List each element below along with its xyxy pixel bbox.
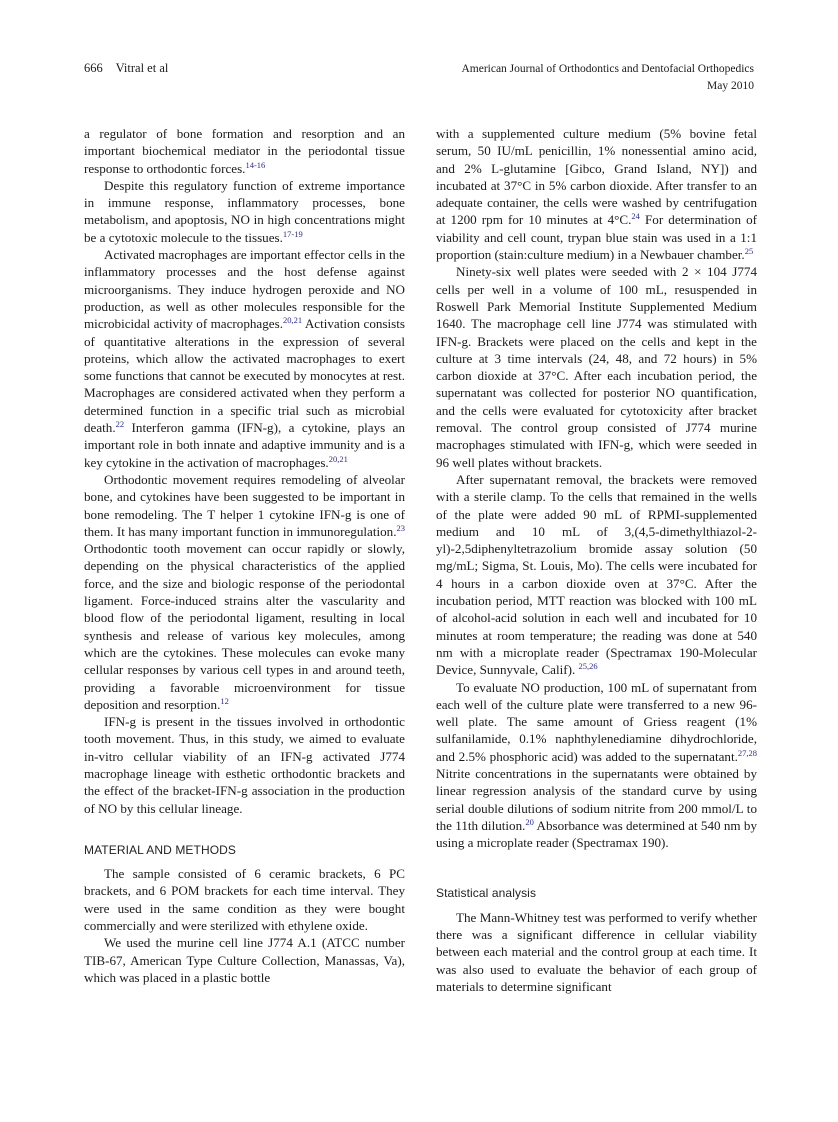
citation-link[interactable]: 20 <box>525 816 534 827</box>
section-heading-statistics: Statistical analysis <box>436 886 537 901</box>
paragraph <box>84 246 405 471</box>
citation-link[interactable]: 23 <box>396 522 405 533</box>
paragraph <box>84 177 405 246</box>
paragraph <box>436 909 757 995</box>
paragraph-text: Ninety-six well plates were seeded with 2 × 104 J774 cells per well in a volume of 100 mL, resuspended in Roswell Park Memorial Institute Supplemented Medium 1640. The macrophage cell line J774 was stimulated with IFN-g. Brackets were placed on the cells and kept in the culture at 3 time intervals (24, 48, and 72 hours) in 5% carbon dioxide at 37°C. After each incubation period, the supernatant was collected for posterior NO quantification, and the cells were evaluated for cytotoxicity after bracket removal. The control group consisted of J774 murine macrophages stimulated with IFN-g, which were seeded in 96 well plates without brackets. <box>436 264 757 470</box>
paragraph-text: Nitrite concentrations in the supernatants were obtained by linear regression analysis of the standard curve by using serial double dilutions of sodium nitrite from 200 mmol/L to the 11th dilution. <box>436 765 757 833</box>
paragraph <box>436 679 757 852</box>
paragraph <box>84 713 405 817</box>
running-authors: Vitral et al <box>115 61 169 75</box>
paragraph-text: Orthodontic tooth movement can occur rapidly or slowly, depending on the physical characteristics of the applied force, and the size and biologic response of the periodontal ligament. Force-induced strains alter the vascularity and blood flow of the periodontal ligament, resulting in local synthesis and release of various key molecules, among which are the cytokines. These molecules can evoke many cellular responses by various cell types in and around teeth, providing a favorable microenvironment for tissue deposition and resorption. <box>84 541 405 712</box>
paragraph-text: The Mann-Whitney test was performed to verify whether there was a significant difference in cellular viability between each material and the control group at each time. It was also used to evaluate the behavior of each group of materials to determine significant <box>436 909 757 994</box>
section-heading-methods: MATERIAL AND METHODS <box>84 842 237 857</box>
citation-link[interactable]: 22 <box>115 419 125 430</box>
paragraph-text: IFN-g is present in the tissues involved in orthodontic tooth movement. Thus, in this study, we aimed to evaluate in-vitro cellular viability of an IFN-g activated J774 macrophage lineage with esthetic orthodontic brackets and the effect of the bracket-IFN-g association in the production of NO by this cellular lineage. <box>84 714 405 816</box>
citation-link[interactable]: 27,28 <box>737 747 757 758</box>
running-header-right <box>461 61 754 95</box>
paragraph-text: After supernatant removal, the brackets were removed with a sterile clamp. To the cells that remained in the wells of the plate were added 90 mL of RPMI-supplemented medium and 10 mL of 3,(4,5-dimethylthiazol-2-yl)-2,5diphenyltetrazolium bromide assay solution (50 mg/mL; Sigma, St. Louis, Mo). The cells were incubated for 4 hours in a carbon dioxide oven at 37°C. After the incubation period, MTT reaction was blocked with 100 mL of alcohol-acid solution in each well and incubated for 10 minutes at room temperature; the reading was done at 540 nm with a microplate reader (Spectramax 190-Molecular Device, Sunnyvale, Calif). <box>436 471 757 678</box>
paragraph-text: a regulator of bone formation and resorption and an important biochemical mediator in the periodontal tissue response to orthodontic forces. <box>84 126 405 176</box>
paragraph <box>84 865 405 934</box>
paragraph <box>84 471 405 713</box>
paragraph <box>84 934 405 986</box>
paragraph-text: Orthodontic movement requires remodeling of alveolar bone, and cytokines have been suggested to be important in bone remodeling. The T helper 1 cytokine IFN-g is one of them. It has many important function in immunoregulation. <box>84 471 405 539</box>
issue-date: May 2010 <box>707 80 754 92</box>
paragraph <box>436 471 757 679</box>
paragraph <box>436 263 757 471</box>
paragraph-text: We used the murine cell line J774 A.1 (ATCC number TIB-67, American Type Culture Collection, Manassas, Va), which was placed in a plastic bottle <box>84 935 405 985</box>
left-column <box>84 125 405 986</box>
journal-title: American Journal of Orthodontics and Dentofacial Orthopedics <box>461 63 754 75</box>
paragraph-text: Activated macrophages are important effector cells in the inflammatory processes and the host defense against microorganisms. They induce hydrogen peroxide and NO production, as well as other molecules responsible for the microbicidal activity of macrophages. <box>84 247 405 332</box>
paragraph-text: For determination of viability and cell count, trypan blue stain was used in a 1:1 proportion (stain:culture medium) in a Newbauer chamber. <box>436 212 757 263</box>
paragraph <box>436 125 757 263</box>
paragraph-text: Activation consists of quantitative alterations in the expression of several proteins, which allow the activated macrophages to exert some functions that cannot be executed by monocytes at rest. Macrophages are considered activated when they perform a determined function in a specific trial such as microbial death. <box>84 316 405 436</box>
right-column <box>436 125 757 995</box>
citation-link[interactable]: 25,26 <box>578 661 598 672</box>
paragraph-text: with a supplemented culture medium (5% bovine fetal serum, 50 IU/mL penicillin, 1% nonessential amino acid, and 2% L-glutamine [Gibco, Grand Island, NY]) and incubated at 37°C in 5% carbon dioxide. After transfer to an adequate container, the cells were washed by centrifugation at 1200 rpm for 10 minutes at 4°C. <box>436 126 757 228</box>
citation-link[interactable]: 14-16 <box>245 159 266 170</box>
paragraph-text: Interferon gamma (IFN-g), a cytokine, plays an important role in both innate and adaptive immunity and is a key cytokine in the activation of macrophages. <box>84 420 405 470</box>
paragraph-text: Absorbance was determined at 540 nm by using a microplate reader (Spectramax 190). <box>436 817 757 851</box>
citation-link[interactable]: 20,21 <box>282 315 303 326</box>
citation-link[interactable]: 25 <box>744 246 754 257</box>
running-header-left <box>84 61 168 76</box>
citation-link[interactable]: 24 <box>631 211 640 222</box>
citation-link[interactable]: 17-19 <box>282 228 303 239</box>
page-number: 666 <box>84 61 103 75</box>
citation-link[interactable]: 20,21 <box>328 453 348 464</box>
paragraph-text: To evaluate NO production, 100 mL of supernatant from each well of the culture plate were transferred to a new 96-well plate. The same amount of Griess reagent (1% sulfanilamide, 0.1% naphthylenediamine dihydrochloride, and 2.5% phosphoric acid) was added to the supernatant. <box>436 679 757 764</box>
citation-link[interactable]: 12 <box>220 695 229 706</box>
paragraph-text: The sample consisted of 6 ceramic brackets, 6 PC brackets, and 6 POM brackets for each time interval. They were used in the same condition as they were bought commercially and were sterilized with ethylene oxide. <box>84 866 405 934</box>
paragraph <box>84 125 405 177</box>
paragraph-text: Despite this regulatory function of extreme importance in immune response, inflammatory processes, bone metabolism, and apoptosis, NO in high concentrations might be a cytotoxic molecule to the tissues. <box>84 177 405 245</box>
